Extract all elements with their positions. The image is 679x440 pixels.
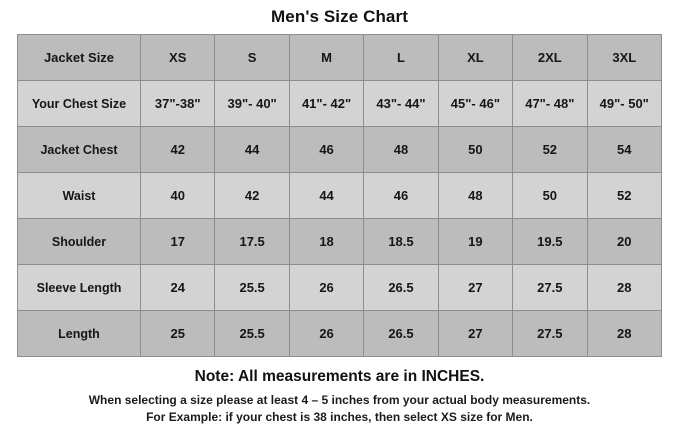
table-cell: 27	[438, 265, 512, 311]
row-label: Shoulder	[18, 219, 141, 265]
table-cell: 54	[587, 127, 661, 173]
table-row	[18, 173, 662, 219]
column-header: M	[289, 35, 363, 81]
note-measurements-units: Note: All measurements are in INCHES.	[194, 368, 485, 385]
column-header: 3XL	[587, 35, 661, 81]
table-cell: 24	[141, 265, 215, 311]
row-label: Waist	[18, 173, 141, 219]
table-cell: 19.5	[513, 219, 587, 265]
table-cell: 18.5	[364, 219, 438, 265]
row-label: Sleeve Length	[18, 265, 141, 311]
table-cell: 17.5	[215, 219, 289, 265]
table-cell: 19	[438, 219, 512, 265]
column-header: XL	[438, 35, 512, 81]
column-header: Jacket Size	[18, 35, 141, 81]
row-label: Your Chest Size	[18, 81, 141, 127]
row-label: Length	[18, 311, 141, 357]
table-cell: 42	[141, 127, 215, 173]
notes-section	[0, 357, 679, 426]
column-header: XS	[141, 35, 215, 81]
table-row	[18, 219, 662, 265]
table-cell: 25	[141, 311, 215, 357]
table-cell: 44	[215, 127, 289, 173]
table-cell: 44	[289, 173, 363, 219]
row-label: Jacket Chest	[18, 127, 141, 173]
table-cell: 26	[289, 265, 363, 311]
table-cell: 52	[513, 127, 587, 173]
table-cell: 50	[438, 127, 512, 173]
column-header: 2XL	[513, 35, 587, 81]
size-chart-table-wrapper	[0, 27, 679, 357]
table-cell: 37"-38"	[141, 81, 215, 127]
table-cell: 27.5	[513, 311, 587, 357]
table-cell: 28	[587, 311, 661, 357]
table-cell: 43"- 44"	[364, 81, 438, 127]
table-cell: 50	[513, 173, 587, 219]
table-cell: 46	[364, 173, 438, 219]
table-cell: 45"- 46"	[438, 81, 512, 127]
table-cell: 49"- 50"	[587, 81, 661, 127]
table-cell: 42	[215, 173, 289, 219]
note-sizing-guidance: When selecting a size please at least 4 – 5 inches from your actual body measurements.	[88, 393, 591, 407]
table-cell: 26	[289, 311, 363, 357]
note-example: For Example: if your chest is 38 inches, then select XS size for Men.	[146, 410, 533, 424]
table-cell: 48	[364, 127, 438, 173]
table-cell: 46	[289, 127, 363, 173]
table-row	[18, 311, 662, 357]
table-cell: 25.5	[215, 311, 289, 357]
table-cell: 20	[587, 219, 661, 265]
table-cell: 47"- 48"	[513, 81, 587, 127]
table-header-row	[18, 35, 662, 81]
size-chart-table	[17, 34, 662, 357]
table-cell: 17	[141, 219, 215, 265]
table-cell: 28	[587, 265, 661, 311]
table-cell: 40	[141, 173, 215, 219]
table-cell: 26.5	[364, 311, 438, 357]
table-row	[18, 127, 662, 173]
table-cell: 48	[438, 173, 512, 219]
table-cell: 26.5	[364, 265, 438, 311]
table-cell: 27.5	[513, 265, 587, 311]
column-header: L	[364, 35, 438, 81]
table-cell: 25.5	[215, 265, 289, 311]
column-header: S	[215, 35, 289, 81]
table-row	[18, 265, 662, 311]
table-cell: 27	[438, 311, 512, 357]
table-cell: 18	[289, 219, 363, 265]
table-row	[18, 81, 662, 127]
table-cell: 52	[587, 173, 661, 219]
table-cell: 41"- 42"	[289, 81, 363, 127]
page-title: Men's Size Chart	[271, 7, 408, 26]
table-cell: 39"- 40"	[215, 81, 289, 127]
